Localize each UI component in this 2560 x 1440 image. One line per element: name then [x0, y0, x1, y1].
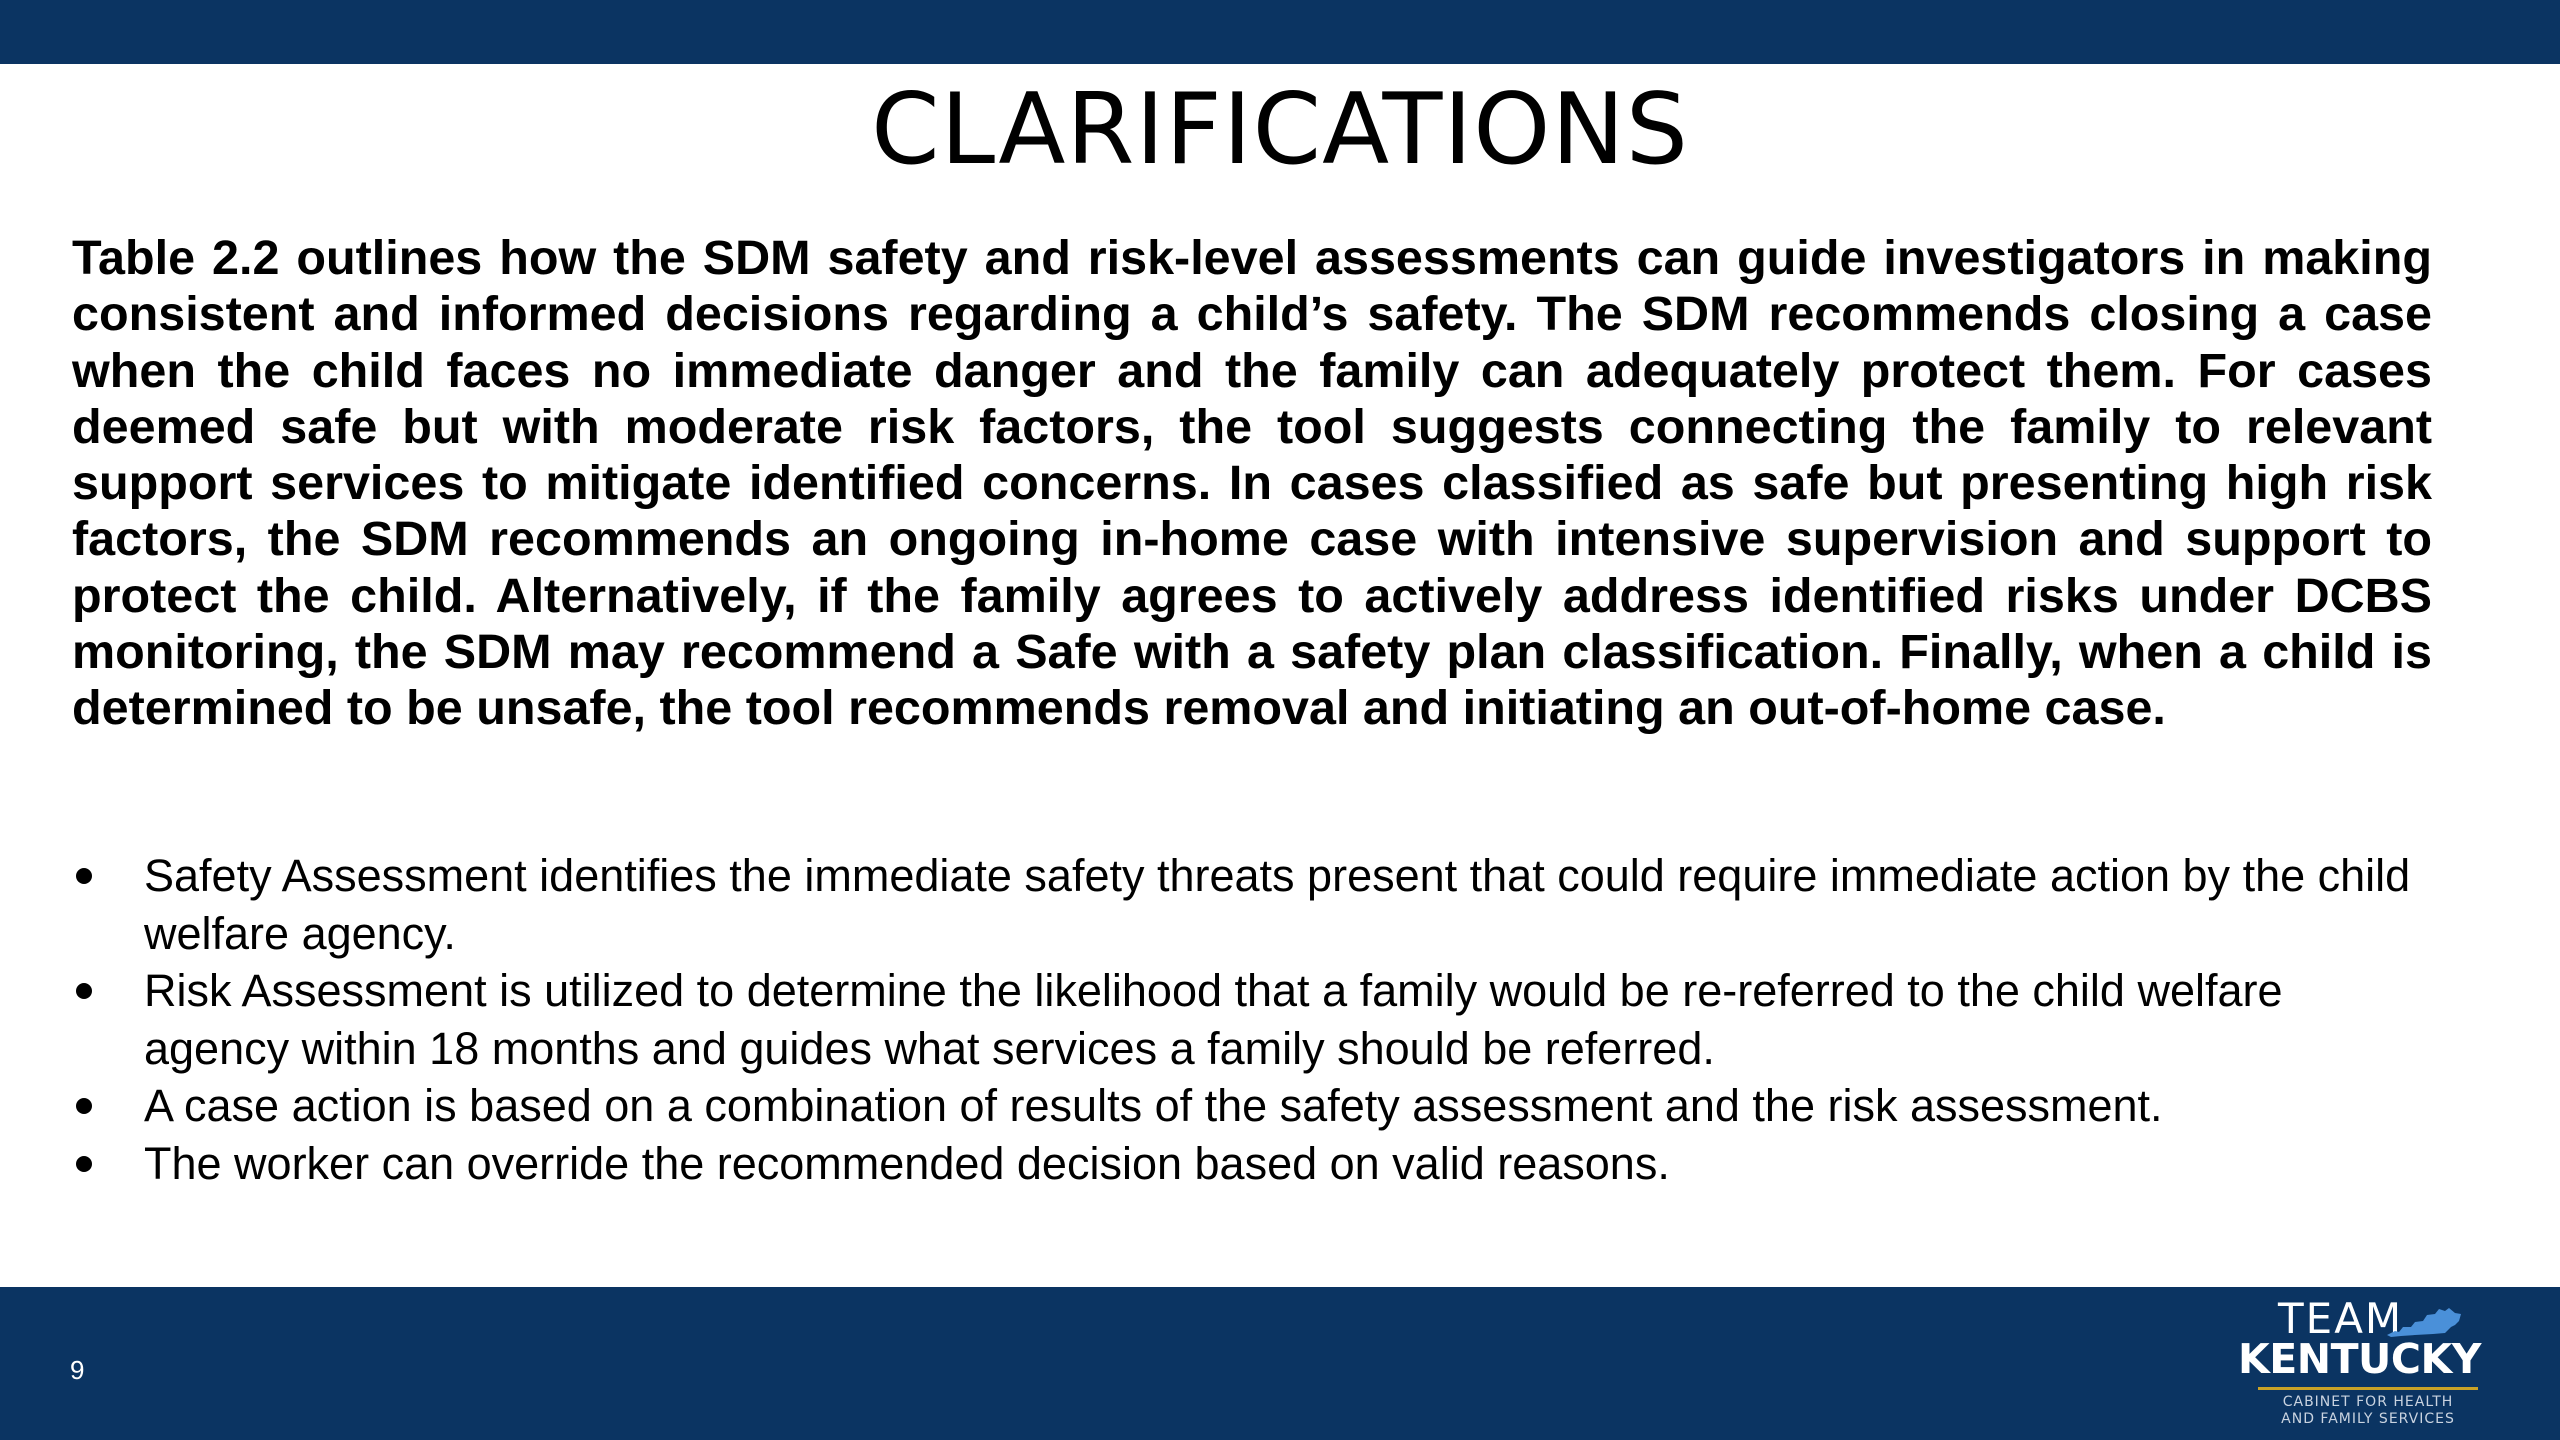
logo-cabinet-line: AND FAMILY SERVICES	[2281, 1411, 2455, 1427]
bullet-text: A case action is based on a combination of results of the safety assessment and the risk assessment.	[144, 1080, 2163, 1131]
bullet-item	[72, 1077, 2432, 1135]
top-banner	[0, 0, 2560, 64]
bullet-icon	[76, 1156, 92, 1172]
page-number: 9	[70, 1355, 85, 1385]
footer-banner	[0, 1287, 2560, 1440]
intro-paragraph: Table 2.2 outlines how the SDM safety and risk-level assessments can guide investigators in making consistent and informed decisions regarding a child’s safety. The SDM recommends closing a case when the child faces no immediate danger and the family can adequately protect them. For cases deemed safe but with moderate risk factors, the tool suggests connecting the family to relevant support services to mitigate identified concerns. In cases classified as safe but presenting high risk factors, the SDM recommends an ongoing in-home case with intensive supervision and support to protect the child. Alternatively, if the family agrees to actively address identified risks under DCBS monitoring, the SDM may recommend a Safe with a safety plan classification. Finally, when a child is determined to be unsafe, the tool recommends removal and initiating an out-of-home case.	[72, 231, 2432, 736]
logo-kentucky-text: KENTUCKY	[2238, 1335, 2481, 1383]
bullet-icon	[76, 983, 92, 999]
kentucky-state-shape-icon	[2385, 1305, 2463, 1339]
bullet-text: Risk Assessment is utilized to determine the likelihood that a family would be re-referred to the child welfare agency within 18 months and guides what services a family should be referred.	[144, 965, 2283, 1074]
bullet-icon	[76, 868, 92, 884]
bullet-list	[72, 847, 2432, 1192]
bullet-text: The worker can override the recommended decision based on valid reasons.	[144, 1137, 1670, 1189]
bullet-text: Safety Assessment identifies the immediate safety threats present that could require immediate action by the child welfare agency.	[144, 850, 2411, 959]
bullet-icon	[76, 1098, 92, 1114]
team-kentucky-logo	[2238, 1295, 2518, 1435]
logo-cabinet-line: CABINET FOR HEALTH	[2282, 1394, 2454, 1410]
bullet-item	[72, 847, 2432, 962]
logo-team-text: TEAM	[2278, 1294, 2404, 1343]
logo-divider	[2258, 1387, 2478, 1390]
bullet-item	[72, 962, 2432, 1077]
slide-title: CLARIFICATIONS	[871, 73, 1689, 187]
logo-cabinet-text	[2258, 1394, 2478, 1428]
bullet-item	[72, 1135, 2432, 1193]
